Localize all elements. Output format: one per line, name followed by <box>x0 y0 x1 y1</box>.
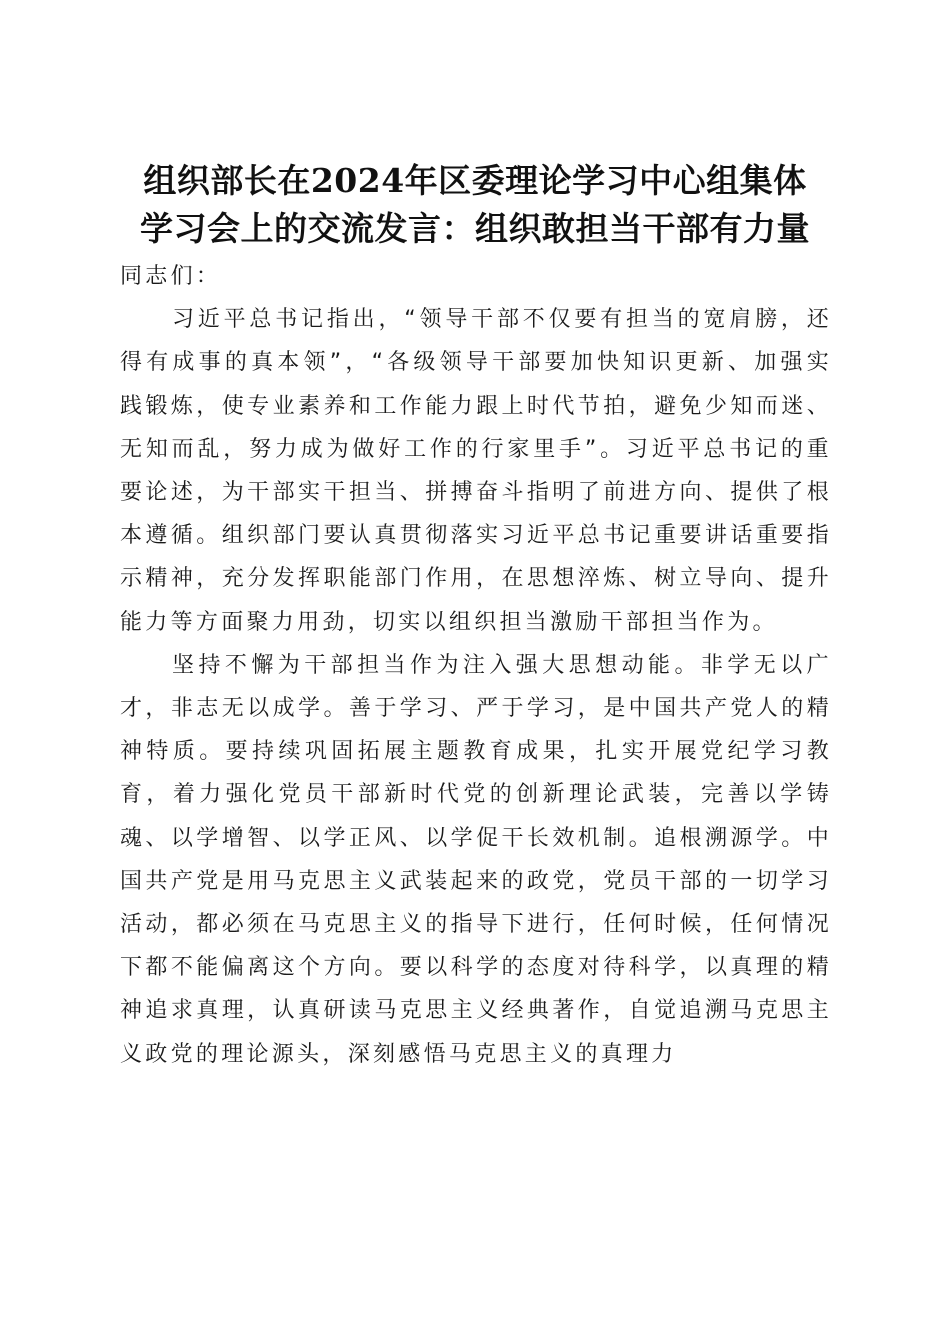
document-title <box>0 157 950 253</box>
paragraph-2: 坚持不懈为干部担当作为注入强大思想动能。非学无以广才，非志无以成学。善于学习、严于学习，是中国共产党人的精神特质。要持续巩固拓展主题教育成果，扎实开展党纪学习教育，着力强化党员干部新时代党的创新理论武装，完善以学铸魂、以学增智、以学正风、以学促干长效机制。追根溯源学。中国共产党是用马克思主义武装起来的政党，党员干部的一切学习活动，都必须在马克思主义的指导下进行，任何时候，任何情况下都不能偏离这个方向。要以科学的态度对待科学，以真理的精神追求真理，认真研读马克思主义经典著作，自觉追溯马克思主义政党的理论源头，深刻感悟马克思主义的真理力 <box>120 652 832 1067</box>
title-line-2: 学习会上的交流发言：组织敢担当干部有力量 <box>140 209 810 249</box>
document-body <box>120 255 832 1076</box>
title-line-1: 组织部长在2024年区委理论学习中心组集体 <box>143 161 807 201</box>
paragraph-1: 习近平总书记指出，“领导干部不仅要有担当的宽肩膀，还得有成事的真本领”，“各级领导干部要加快知识更新、加强实践锻炼，使专业素养和工作能力跟上时代节拍，避免少知而迷、无知而乱，努力成为做好工作的行家里手”。习近平总书记的重要论述，为干部实干担当、拼搏奋斗指明了前进方向、提供了根本遵循。组织部门要认真贯彻落实习近平总书记重要讲话重要指示精神，充分发挥职能部门作用，在思想淬炼、树立导向、提升能力等方面聚力用劲，切实以组织担当激励干部担当作为。 <box>120 307 832 635</box>
salutation: 同志们： <box>120 264 222 289</box>
